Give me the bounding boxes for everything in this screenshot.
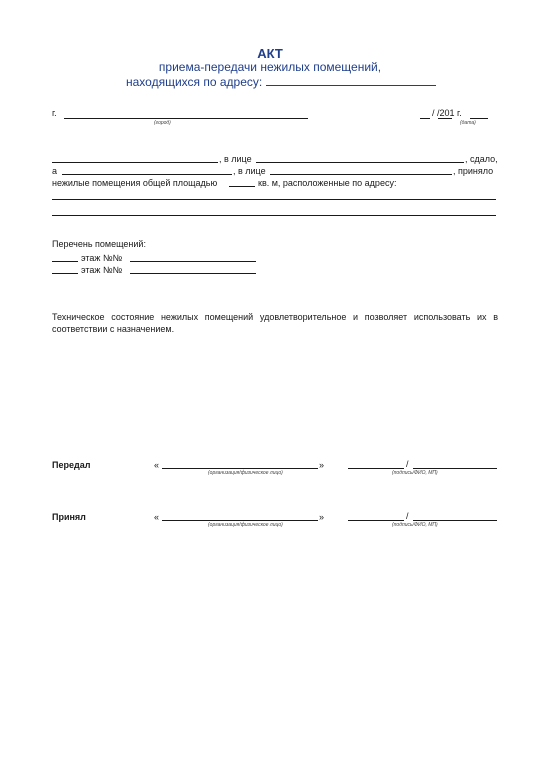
city-blank[interactable] [64,118,308,119]
premises-row-2-number-blank[interactable] [130,273,256,274]
condition-line-2: соответствии с назначением. [52,324,175,334]
date-day-blank[interactable] [420,118,430,119]
premises-row-2-count-blank[interactable] [52,273,78,274]
accepted-text: , приняло [453,166,494,176]
handed-name-blank[interactable] [413,468,497,469]
date-month-blank[interactable] [438,118,452,119]
handed-label: Передал [52,460,91,470]
accepted-signature-blank[interactable] [348,520,404,521]
premises-row-1-number-blank[interactable] [130,261,256,262]
accepted-org-caption: (организация/физическое лицо) [208,522,283,528]
handed-quote-open: « [154,460,160,470]
handed-signature-blank[interactable] [348,468,404,469]
premises-row-1-label: этаж №№ [81,253,123,263]
party2-blank[interactable] [62,174,232,175]
party2-in-person-text: , в лице [233,166,266,176]
party1-blank[interactable] [52,162,218,163]
party2-prefix: а [52,166,58,176]
handed-quote-close: » [319,460,325,470]
area-blank[interactable] [229,186,255,187]
address-heading [126,75,436,89]
accepted-organization-blank[interactable] [162,520,318,521]
accepted-sign-caption: (подпись/ФИО, МП) [392,522,438,528]
party1-in-person-text: , в лице [219,154,252,164]
area-text-1: нежилые помещения общей площадью [52,178,218,188]
address-heading-text: находящихся по адресу: [126,75,263,89]
handed-slash: / [406,459,409,469]
address-blank-1[interactable] [52,199,496,200]
handed-org-caption: (организация/физическое лицо) [208,470,283,476]
condition-line-1: Техническое состояние нежилых помещений удовлетворительное и позволяет использовать их в [52,312,498,322]
premises-heading: Перечень помещений: [52,239,146,249]
area-text-2: кв. м, расположенные по адресу: [258,178,397,188]
accepted-label: Принял [52,512,86,522]
accepted-name-blank[interactable] [413,520,497,521]
city-caption: (город) [154,120,171,126]
document-title: АКТ [257,46,283,61]
handed-sign-caption: (подпись/ФИО, МП) [392,470,438,476]
accepted-quote-open: « [154,512,160,522]
premises-row-2-label: этаж №№ [81,265,123,275]
accepted-quote-close: » [319,512,325,522]
premises-row-1-count-blank[interactable] [52,261,78,262]
date-year-blank[interactable] [470,118,488,119]
accepted-slash: / [406,511,409,521]
handed-text: , сдало, [465,154,498,164]
date-caption: (дата) [460,120,476,126]
address-heading-blank[interactable] [266,75,436,86]
address-blank-2[interactable] [52,215,496,216]
document-subtitle: приема-передачи нежилых помещений, [158,60,382,74]
city-prefix: г. [52,108,57,118]
date-text: / /201 г. [432,108,462,118]
handed-organization-blank[interactable] [162,468,318,469]
party1-representative-blank[interactable] [256,162,464,163]
party2-representative-blank[interactable] [270,174,452,175]
